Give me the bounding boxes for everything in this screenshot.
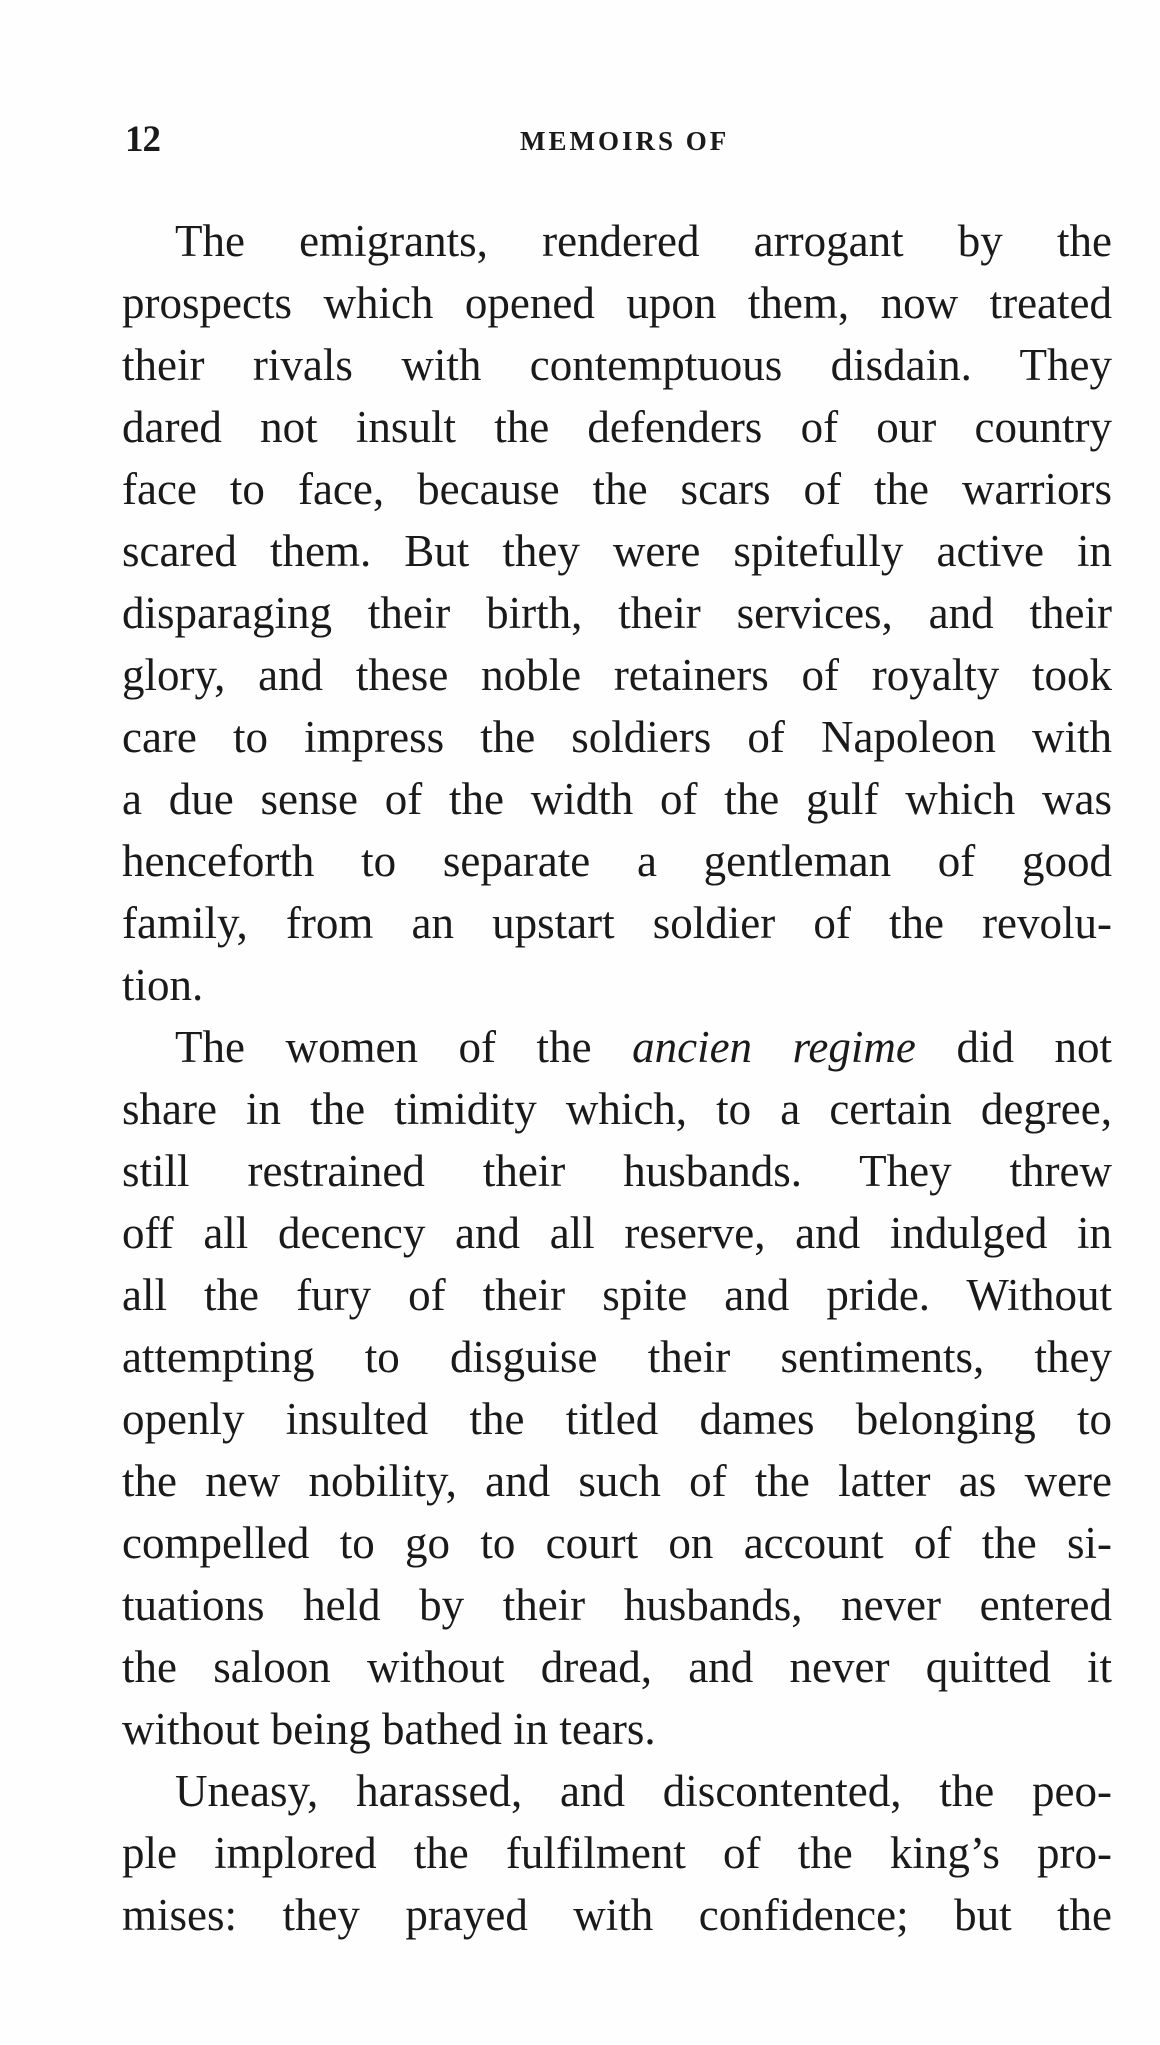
text-line-with-italic [122, 1016, 1112, 1078]
paragraph-3 [122, 1760, 1112, 1946]
text-line: face to face, because the scars of the warriors [122, 464, 1112, 514]
text-run: did not [915, 1022, 1112, 1072]
text-line: tuations held by their husbands, never entered [122, 1580, 1112, 1630]
text-line: The emigrants, rendered arrogant by the [175, 216, 1112, 266]
paragraph-1 [122, 210, 1112, 1016]
text-line: tion. [122, 960, 204, 1010]
text-line: compelled to go to court on account of the si- [122, 1518, 1112, 1568]
text-line: attempting to disguise their sentiments, they [122, 1332, 1112, 1382]
text-line: glory, and these noble retainers of royalty took [122, 650, 1112, 700]
text-line: Uneasy, harassed, and discontented, the peo- [175, 1766, 1112, 1816]
body-text [122, 210, 1112, 1946]
text-line: ple implored the fulfilment of the king’s pro- [122, 1828, 1112, 1878]
text-line: the new nobility, and such of the latter as were [122, 1456, 1112, 1506]
running-title: MEMOIRS OF [520, 126, 730, 156]
text-line: a due sense of the width of the gulf which was [122, 774, 1112, 824]
text-line: the saloon without dread, and never quitted it [122, 1642, 1112, 1692]
running-head [125, 118, 1110, 158]
text-line: all the fury of their spite and pride. Without [122, 1270, 1112, 1320]
text-line: henceforth to separate a gentleman of good [122, 836, 1112, 886]
text-line: without being bathed in tears. [122, 1704, 656, 1754]
text-line: off all decency and all reserve, and indulged in [122, 1208, 1112, 1258]
text-line: dared not insult the defenders of our country [122, 402, 1112, 452]
italic-phrase: ancien regime [632, 1022, 916, 1072]
text-line: family, from an upstart soldier of the revolu- [122, 898, 1112, 948]
paragraph-2 [122, 1016, 1112, 1760]
text-line: share in the timidity which, to a certain degree, [122, 1084, 1112, 1134]
text-line: prospects which opened upon them, now treated [122, 278, 1112, 328]
text-line: still restrained their husbands. They threw [122, 1146, 1112, 1196]
text-line: scared them. But they were spitefully active in [122, 526, 1112, 576]
page-number: 12 [125, 119, 160, 160]
text-line: mises: they prayed with confidence; but the [122, 1890, 1112, 1940]
text-run: The women of the [175, 1022, 633, 1072]
text-line: disparaging their birth, their services, and their [122, 588, 1112, 638]
text-line: their rivals with contemptuous disdain. They [122, 340, 1112, 390]
text-line: care to impress the soldiers of Napoleon with [122, 712, 1112, 762]
text-line: openly insulted the titled dames belonging to [122, 1394, 1112, 1444]
